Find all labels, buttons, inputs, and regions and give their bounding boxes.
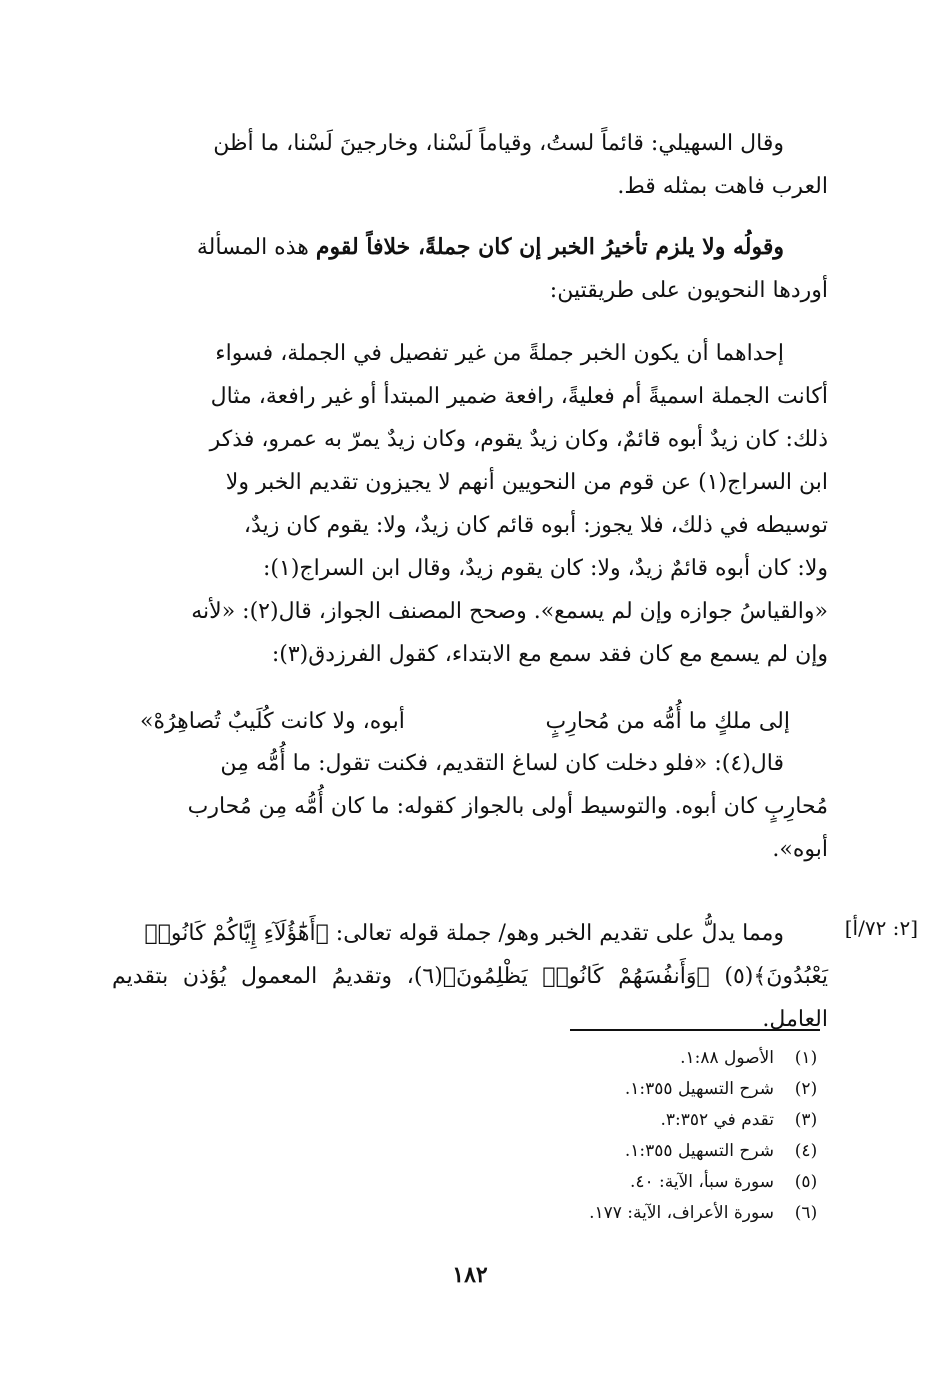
footnote-item <box>400 1198 820 1229</box>
text-line: توسيطه في ذلك، فلا يجوز: أبوه قائم كان زيدٌ، ولا: يقوم كان زيدٌ، <box>243 513 828 538</box>
text-line: وقال السهيلي: قائماً لستُ، وقياماً لَسْنا، وخارجينَ لَسْنا، ما أظن <box>213 131 784 156</box>
footnote-text: شرح التسهيل ١:٣٥٥. <box>624 1141 774 1161</box>
footnote-text: شرح التسهيل ١:٣٥٥. <box>624 1079 774 1099</box>
footnote-item <box>400 1074 820 1105</box>
text-line: يَعْبُدُونَ﴾(٥) ﴿وَأَنفُسَهُمْ كَانُوا۟ يَظْلِمُونَ﴾(٦)، وتقديمُ المعمول يُؤذن بتقديم العامل. <box>112 964 828 1032</box>
text-line: قال(٤): «فلو دخلت كان لساغ التقديم، فكنت تقول: ما أُمُّه مِن <box>220 751 784 776</box>
footnote-item <box>400 1043 820 1074</box>
footnote-text: سورة الأعراف، الآية: ١٧٧. <box>589 1203 774 1223</box>
text-line <box>112 226 828 269</box>
footnote-number: (٤) <box>794 1141 818 1161</box>
paragraph-first-method <box>112 332 828 676</box>
text-line: أكانت الجملة اسميةً أم فعليةً، رافعة ضمير المبتدأ أو غير رافعة، مثال <box>210 384 828 409</box>
verse-second-hemistich: أبوه، ولا كانت كُلَيبٌ تُصاهِرُهْ» <box>140 709 405 734</box>
text-line: ابن السراج(١) عن قوم من النحويين أنهم لا يجيزون تقديم الخبر ولا <box>225 470 828 495</box>
text-line: «والقياسُ جوازه وإن لم يسمع». وصحح المصنف الجواز، قال(٢): «لأنه <box>191 599 828 624</box>
text-line: العرب فاهت بمثله قط. <box>617 174 828 199</box>
footnote-text: تقدم في ٣:٣٥٢. <box>660 1110 774 1130</box>
footnote-number: (٣) <box>794 1110 818 1130</box>
page-number: ١٨٢ <box>452 1262 488 1288</box>
footnote-number: (٦) <box>794 1203 818 1223</box>
paragraph-matn-quote <box>112 226 828 312</box>
paragraph-author-quote <box>112 742 828 871</box>
text-line: إحداهما أن يكون الخبر جملةً من غير تفصيل في الجملة، فسواء <box>215 341 784 366</box>
footnote-number: (١) <box>794 1048 818 1068</box>
poetry-verse <box>140 700 790 743</box>
manuscript-margin-note: [٢: ٧٢/أ] <box>844 916 918 940</box>
footnote-text: سورة سبأ، الآية: ٤٠. <box>629 1172 774 1192</box>
footnote-item <box>400 1136 820 1167</box>
text-line: مُحارِبٍ كان أبوه. والتوسيط أولى بالجواز كقوله: ما كان أُمُّه مِن مُحارب <box>187 794 828 819</box>
footnote-number: (٢) <box>794 1079 818 1099</box>
footnote-item <box>400 1105 820 1136</box>
text-line: أبوه». <box>772 837 828 862</box>
footnote-number: (٥) <box>794 1172 818 1192</box>
verse-first-hemistich: إلى ملكٍ ما أُمُّه من مُحارِبٍ <box>545 709 790 734</box>
text-line: ذلك: كان زيدٌ أبوه قائمٌ، وكان زيدٌ يقوم، وكان زيدٌ يمرّ به عمرو، فذكر <box>209 427 828 452</box>
text-line: ومما يدلُّ على تقديم الخبر وهو/ جملة قوله تعالى: ﴿أَهَٰٓؤُلَآءِ إِيَّاكُمْ كَانُوا۟ <box>144 921 784 946</box>
matn-bold-text: وقولُه ولا يلزم تأخيرُ الخبر إن كان جملةً، خلافاً لقوم <box>315 234 784 260</box>
text-line: أوردها النحويون على طريقتين: <box>549 278 828 303</box>
footnotes <box>400 1043 820 1229</box>
text-line: وإن لم يسمع مع كان فقد سمع مع الابتداء، كقول الفرزدق(٣): <box>271 642 828 667</box>
footnote-item <box>400 1167 820 1198</box>
footnote-separator <box>570 1029 820 1031</box>
paragraph-suhayli <box>112 122 828 208</box>
text-fragment: هذه المسألة <box>196 235 316 260</box>
paragraph-quran-evidence <box>112 912 828 1041</box>
text-line: ولا: كان أبوه قائمٌ زيدٌ، ولا: كان يقوم زيدٌ، وقال ابن السراج(١): <box>262 556 828 581</box>
footnote-text: الأصول ١:٨٨. <box>680 1048 774 1068</box>
